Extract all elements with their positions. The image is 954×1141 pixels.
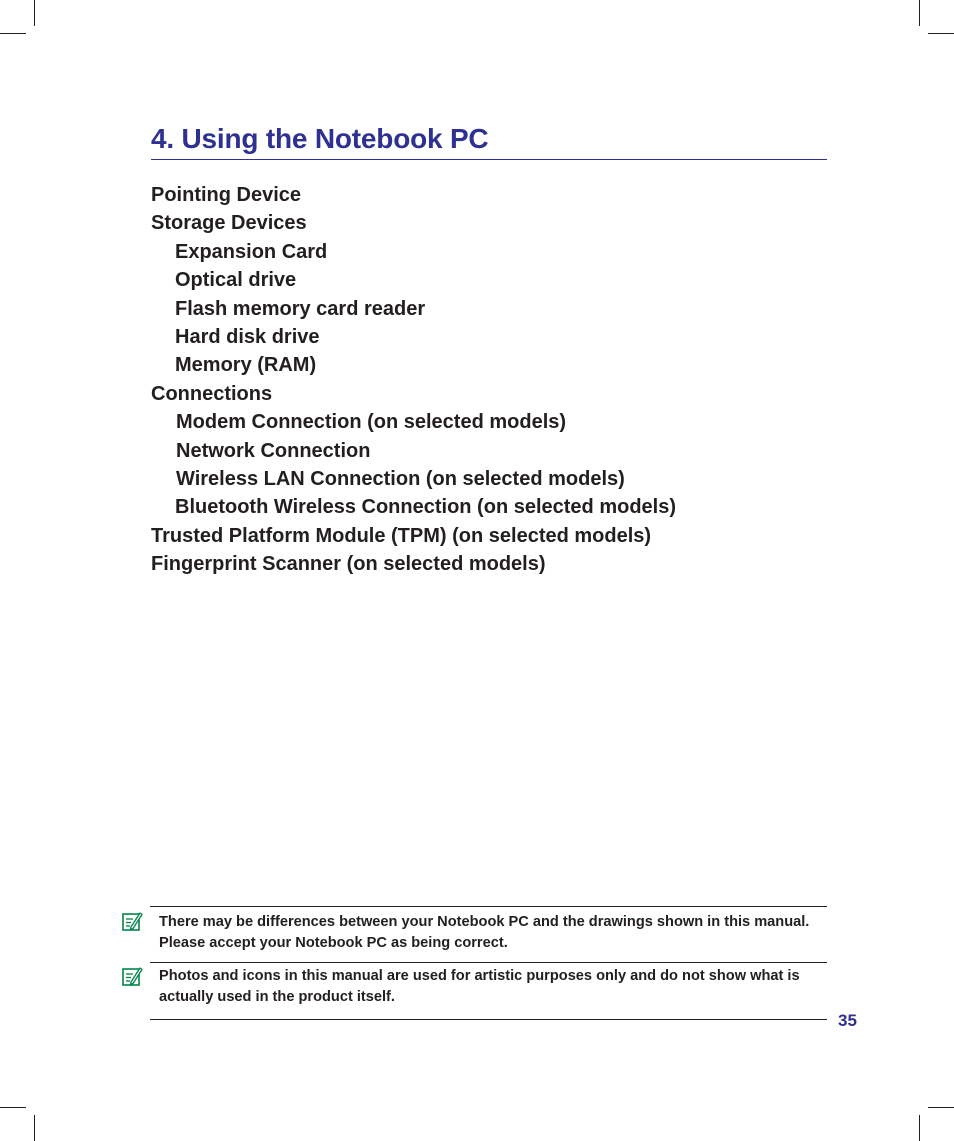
toc-item-connections: Connections — [151, 382, 273, 405]
chapter-title: 4. Using the Notebook PC — [151, 123, 489, 154]
toc-item-network-connection: Network Connection — [176, 439, 371, 462]
toc-item-optical-drive: Optical drive — [175, 269, 297, 292]
toc-item-bluetooth-connection: Bluetooth Wireless Connection (on selected models) — [175, 496, 676, 519]
crop-mark — [34, 1115, 35, 1141]
toc-item-wireless-lan-connection: Wireless LAN Connection (on selected models) — [176, 467, 625, 490]
note-box — [117, 963, 827, 1020]
toc-item-trusted-platform-module: Trusted Platform Module (TPM) (on selected models) — [151, 524, 652, 547]
toc-item-expansion-card: Expansion Card — [175, 240, 328, 263]
page-number: 35 — [838, 1011, 857, 1030]
crop-mark — [0, 1107, 26, 1108]
toc-item-fingerprint-scanner: Fingerprint Scanner (on selected models) — [151, 553, 546, 576]
note-box — [117, 906, 827, 963]
crop-mark — [919, 0, 920, 26]
toc-item-storage-devices: Storage Devices — [151, 212, 307, 235]
title-divider — [151, 159, 827, 160]
crop-mark — [928, 1107, 954, 1108]
toc-item-memory-ram: Memory (RAM) — [175, 354, 317, 377]
crop-mark — [0, 33, 26, 34]
toc-item-flash-memory-card-reader: Flash memory card reader — [175, 297, 426, 320]
chapter-contents-list — [151, 181, 676, 578]
crop-mark — [928, 33, 954, 34]
note-pencil-icon — [121, 910, 143, 932]
note-top-rule — [150, 906, 827, 907]
crop-mark — [919, 1115, 920, 1141]
note-pencil-icon — [121, 965, 143, 987]
crop-mark — [34, 0, 35, 26]
toc-item-hard-disk-drive: Hard disk drive — [175, 325, 320, 348]
note-text: Photos and icons in this manual are used for artistic purposes only and do not show what is actually used in the product itself. — [159, 968, 800, 1005]
note-bottom-rule — [150, 1019, 827, 1020]
note-text: There may be differences between your Notebook PC and the drawings shown in this manual. Please accept your Notebook PC as being correct. — [159, 914, 810, 951]
toc-item-pointing-device: Pointing Device — [151, 184, 302, 206]
notes-section — [117, 906, 827, 1020]
toc-item-modem-connection: Modem Connection (on selected models) — [176, 411, 567, 434]
